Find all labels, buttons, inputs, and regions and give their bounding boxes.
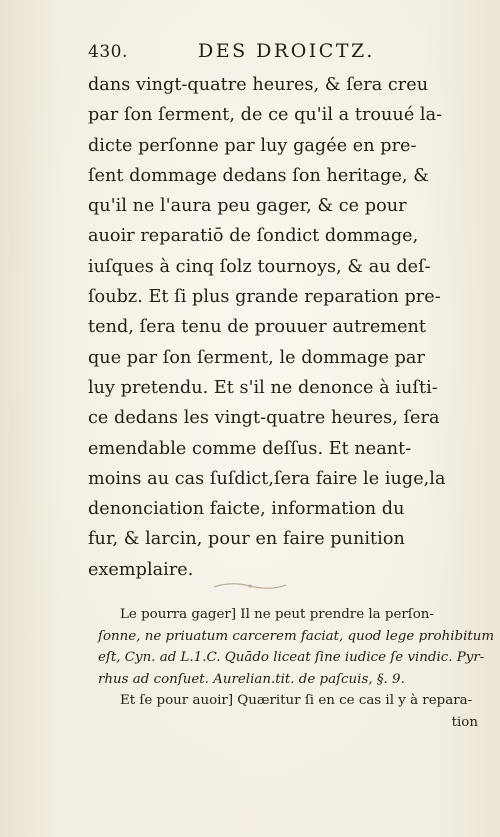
text-line: fur, & larcin, pour en faire punition (88, 529, 405, 550)
text-line: iuſques à cinq ſolz tournoys, & au deſ- (88, 256, 431, 277)
note-line: eſt, Cyn. ad L.1.C. Quādo liceat ſine iudice ſe vindic. Pyr- (98, 650, 485, 665)
text-line: ce dedans les vingt-quatre heures, ſera (88, 408, 440, 429)
note-line: Et ſe pour auoir] Quæritur ſi en ce cas il y à repara- (120, 693, 473, 708)
text-line: denonciation faicte, information du (88, 499, 405, 520)
page-header (88, 38, 478, 66)
text-line: ſoubz. Et ſi plus grande reparation pre- (88, 287, 441, 308)
running-title: DES DROICTZ. (198, 40, 375, 62)
text-line: luy pretendu. Et s'il ne denonce à iuſti- (88, 377, 438, 398)
note-line: Le pourra gager] Il ne peut prendre la perſon- (120, 607, 434, 622)
separator-ornament (210, 578, 290, 594)
main-text (88, 70, 480, 585)
marginal-notes (98, 604, 495, 733)
text-line: par ſon ſerment, de ce qu'il a trouué la- (88, 105, 443, 126)
text-line: moins au cas ſuſdict,ſera faire le iuge,la (88, 468, 446, 489)
text-line: ſent dommage dedans ſon heritage, & (88, 165, 429, 186)
text-line: exemplaire. (88, 559, 194, 580)
text-line: tend, ſera tenu de prouuer autrement (88, 317, 427, 338)
text-line: que par ſon ſerment, le dommage par (88, 347, 425, 368)
text-line: auoir reparatiō de ſondict dommage, (88, 226, 419, 247)
note-line: tion (451, 714, 478, 730)
text-line: emendable comme deſſus. Et neant- (88, 438, 412, 459)
note-line: rhus ad conſuet. Aurelian.tit. de paſcuis, §. 9. (98, 671, 405, 687)
text-line: dans vingt-quatre heures, & ſera creu (88, 75, 429, 95)
text-line: dicte perſonne par luy gagée en pre- (88, 135, 417, 156)
text-line: qu'il ne l'aura peu gager, & ce pour (88, 196, 407, 217)
note-line: ſonne, ne priuatum carcerem faciat, quod lege prohibitum (98, 628, 495, 644)
page-number: 430. (88, 42, 128, 62)
